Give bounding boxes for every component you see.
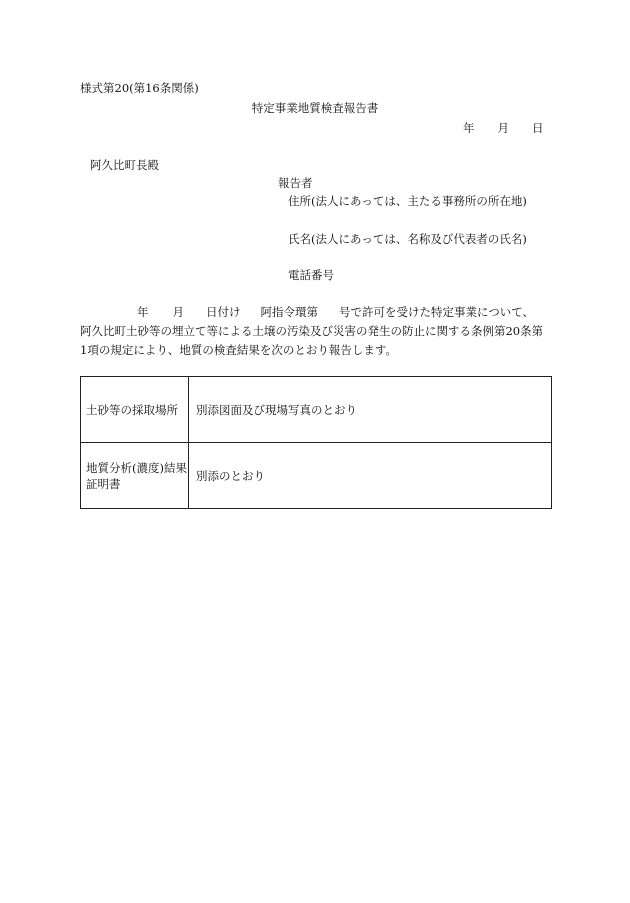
body-month: 月: [172, 305, 184, 319]
row-label-analysis-certificate: 地質分析(濃度)結果証明書: [81, 443, 189, 509]
reporter-heading: 報告者: [278, 176, 313, 190]
date-month: 月: [497, 121, 509, 135]
form-number: 様式第20(第16条関係): [80, 81, 199, 95]
table-row: [81, 377, 552, 443]
body-year: 年: [137, 305, 149, 319]
row-value-sampling-location: 別添図面及び現場写真のとおり: [189, 377, 552, 443]
row-label-sampling-location: 土砂等の採取場所: [81, 377, 189, 443]
date-line: [463, 121, 544, 135]
body-rest: 号で許可を受けた特定事業について、: [339, 305, 535, 319]
date-year: 年: [463, 121, 475, 135]
body-dated: 日付け: [206, 305, 241, 319]
body-line-2: 阿久比町土砂等の埋立て等による土壌の汚染及び災害の発生の防止に関する条例第20条第: [80, 324, 544, 338]
body-line-1: [80, 305, 534, 319]
body-line-3: 1項の規定により、地質の検査結果を次のとおり報告します。: [80, 343, 397, 357]
addressee: 阿久比町長殿: [90, 158, 159, 172]
body-ref: 阿指令環第: [260, 305, 318, 319]
row-value-analysis-certificate: 別添のとおり: [189, 443, 552, 509]
reporter-address-label: 住所(法人にあっては、主たる事務所の所在地): [288, 194, 527, 208]
date-day: 日: [532, 121, 544, 135]
document-title: 特定事業地質検査報告書: [251, 101, 379, 115]
reporter-phone-label: 電話番号: [288, 268, 334, 282]
table-row: [81, 443, 552, 509]
reporter-name-label: 氏名(法人にあっては、名称及び代表者の氏名): [288, 232, 527, 246]
results-table: [80, 376, 552, 509]
